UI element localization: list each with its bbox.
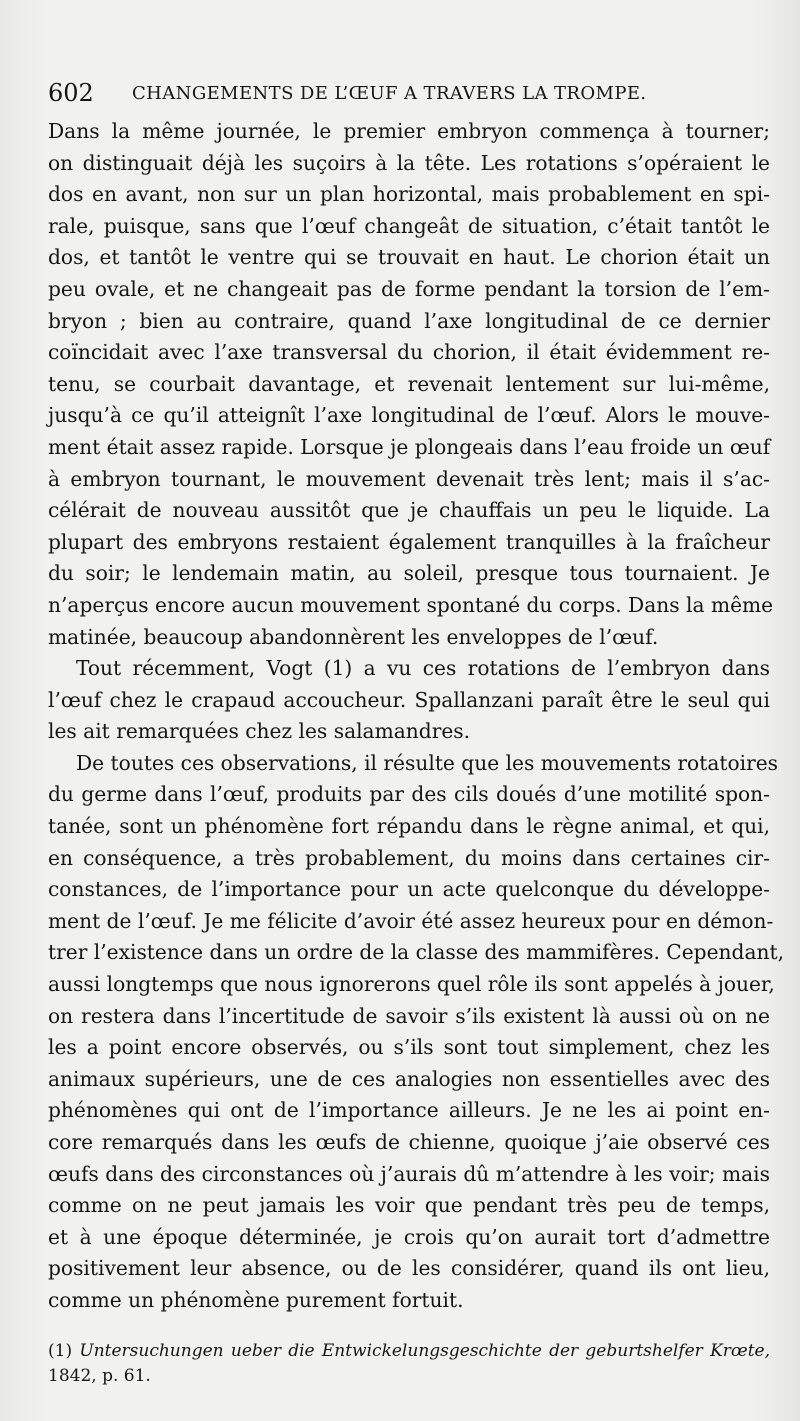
text-line: du soir; le lendemain matin, au soleil, presque tous tournaient. Je: [48, 561, 770, 586]
text-line: matinée, beaucoup abandonnèrent les enveloppes de l’œuf.: [48, 624, 659, 649]
text-line: comme un phénomène purement fortuit.: [48, 1287, 464, 1312]
text-line: en conséquence, a très probablement, du moins dans certaines cir-: [48, 845, 770, 870]
text-line: tenu, se courbait davantage, et revenait lentement sur lui-même,: [48, 371, 770, 396]
text-line: l’œuf chez le crapaud accoucheur. Spallanzani paraît être le seul qui: [48, 687, 770, 712]
text-line: trer l’existence dans un ordre de la classe des mammifères. Cependant,: [48, 940, 785, 965]
text-line: dos, et tantôt le ventre qui se trouvait en haut. Le chorion était un: [48, 245, 770, 270]
footnote: [48, 1339, 770, 1389]
text-line: dos en avant, non sur un plan horizontal, mais probablement en spi-: [48, 182, 770, 207]
text-line: Dans la même journée, le premier embryon commença à tourner;: [48, 119, 770, 143]
text-line: œufs dans des circonstances où j’aurais dû m’attendre à les voir; mais: [48, 1161, 770, 1186]
footnote-marker: (1): [48, 1341, 73, 1361]
text-line: animaux supérieurs, une de ces analogies non essentielles avec des: [48, 1066, 770, 1091]
text-line: n’aperçus encore aucun mouvement spontané du corps. Dans la même: [48, 592, 774, 617]
text-line: ment de l’œuf. Je me félicite d’avoir été assez heureux pour en démon-: [48, 908, 774, 933]
running-head: CHANGEMENTS DE L’ŒUF A TRAVERS LA TROMPE.: [132, 83, 647, 104]
text-line: bryon ; bien au contraire, quand l’axe longitudinal de ce dernier: [48, 308, 770, 333]
paragraph-line: De toutes ces observations, il résulte que les mouvements rotatoires: [76, 750, 779, 775]
text-line: coïncidait avec l’axe transversal du chorion, il était évidemment re-: [48, 340, 770, 365]
footnote-title: Untersuchungen ueber die Entwickelungsgeschichte der geburtshelfer Krœte,: [79, 1341, 770, 1361]
text-line: célérait de nouveau aussitôt que je chauffais un peu le liquide. La: [48, 498, 770, 523]
body-text: [48, 116, 785, 1317]
text-line: on distinguait déjà les suçoirs à la tête. Les rotations s’opéraient le: [48, 150, 770, 175]
text-line: positivement leur absence, ou de les considérer, quand ils ont lieu,: [48, 1256, 770, 1281]
text-line: du germe dans l’œuf, produits par des cils doués d’une motilité spon-: [48, 782, 770, 807]
text-line: peu ovale, et ne changeait pas de forme pendant la torsion de l’em-: [48, 276, 770, 301]
text-line: à embryon tournant, le mouvement devenait très lent; mais il s’ac-: [48, 466, 770, 491]
paragraph-line: Tout récemment, Vogt (1) a vu ces rotations de l’embryon dans: [76, 656, 770, 681]
text-line: aussi longtemps que nous ignorerons quel rôle ils sont appelés à jouer,: [48, 972, 775, 997]
text-line: tanée, sont un phénomène fort répandu dans le règne animal, et qui,: [48, 814, 770, 839]
text-line: rale, puisque, sans que l’œuf changeât de situation, c’était tantôt le: [48, 213, 770, 238]
footnote-line: [48, 1339, 770, 1364]
footnote-reference: 1842, p. 61.: [48, 1366, 151, 1386]
page-number: 602: [48, 79, 94, 107]
text-line: core remarqués dans les œufs de chienne, quoique j’aie observé ces: [48, 1130, 770, 1154]
text-line: constances, de l’importance pour un acte quelconque du développe-: [48, 877, 770, 902]
text-line: jusqu’à ce qu’il atteignît l’axe longitudinal de l’œuf. Alors le mouve-: [48, 403, 770, 428]
text-line: phénomènes qui ont de l’importance ailleurs. Je ne les ai point en-: [48, 1098, 770, 1123]
text-line: les ait remarquées chez les salamandres.: [48, 719, 471, 744]
text-line: les a point encore observés, ou s’ils sont tout simplement, chez les: [48, 1035, 770, 1060]
text-line: ment était assez rapide. Lorsque je plongeais dans l’eau froide un œuf: [48, 434, 771, 459]
text-line: et à une époque déterminée, je crois qu’on aurait tort d’admettre: [48, 1224, 770, 1249]
page-header: [48, 78, 768, 112]
text-line: plupart des embryons restaient également tranquilles à la fraîcheur: [48, 529, 770, 554]
text-line: comme on ne peut jamais les voir que pendant très peu de temps,: [48, 1193, 770, 1218]
text-line: on restera dans l’incertitude de savoir s’ils existent là aussi où on ne: [48, 1003, 770, 1028]
